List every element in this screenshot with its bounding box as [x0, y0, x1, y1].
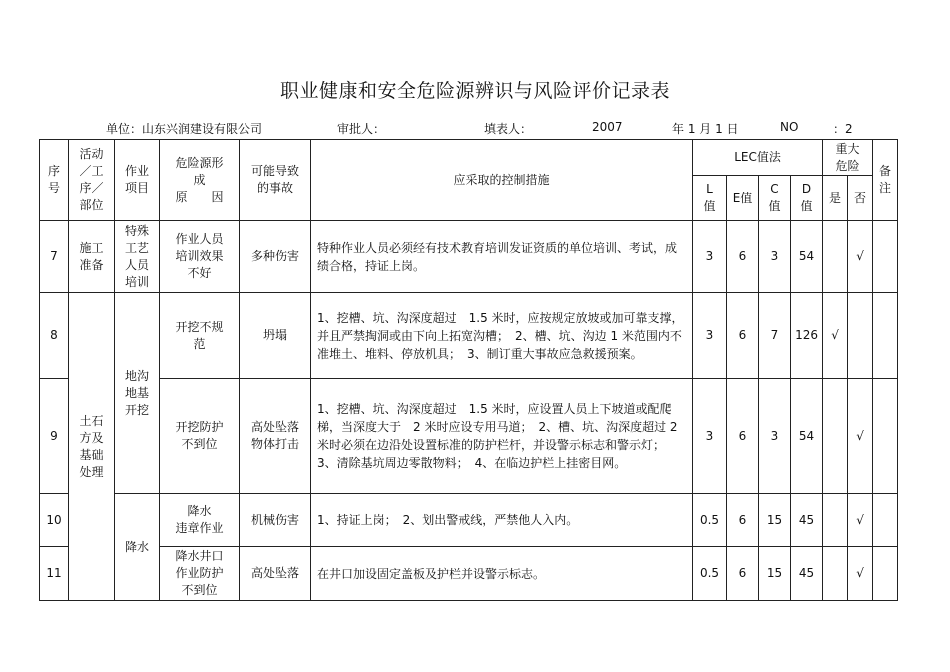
header-yes-text: 是	[829, 190, 842, 205]
header-lec	[693, 140, 823, 176]
cell-c: 7	[759, 293, 791, 379]
header-d-text: D 值	[800, 182, 813, 213]
no-label: NO	[780, 120, 799, 134]
cell-accident	[240, 547, 311, 601]
cell-l: 3	[693, 379, 727, 494]
header-hazard	[160, 140, 240, 221]
year-value: 2007	[592, 120, 623, 134]
cell-hazard-text: 作业人员 培训效果 不好	[175, 232, 224, 280]
cell-accident	[240, 221, 311, 293]
cell-hazard	[160, 379, 240, 494]
cell-e: 6	[727, 494, 759, 547]
cell-e: 6	[727, 221, 759, 293]
cell-hazard-text: 降水井口 作业防护 不到位	[175, 549, 224, 597]
cell-measures: 特种作业人员必须经有技术教育培训发证资质的单位培训、考试，成绩合格，持证上岗。	[311, 221, 693, 293]
cell-accident	[240, 293, 311, 379]
table-row	[40, 221, 898, 293]
header-remark-text: 备 注	[879, 164, 892, 195]
table-row	[40, 379, 898, 494]
risk-assessment-table	[39, 139, 898, 601]
cell-hazard	[160, 547, 240, 601]
cell-item	[115, 494, 160, 601]
cell-major-yes	[823, 494, 848, 547]
cell-major-no: √	[848, 221, 873, 293]
cell-item-text: 特殊 工艺 人员 培训	[124, 223, 149, 289]
header-e	[727, 176, 759, 221]
header-measures-text: 应采取的控制措施	[453, 172, 550, 187]
cell-hazard-text: 降水 违章作业	[175, 504, 224, 535]
header-measures	[311, 140, 693, 221]
cell-major-yes	[823, 221, 848, 293]
cell-major-yes	[823, 547, 848, 601]
header-remark	[873, 140, 898, 221]
cell-remark	[873, 221, 898, 293]
cell-hazard	[160, 494, 240, 547]
header-lec-text: LEC值法	[734, 150, 781, 164]
cell-item	[115, 221, 160, 293]
cell-seq: 10	[40, 494, 69, 547]
cell-d: 54	[791, 221, 823, 293]
cell-hazard-text: 开挖防护 不到位	[175, 420, 224, 451]
cell-remark	[873, 379, 898, 494]
cell-remark	[873, 494, 898, 547]
cell-seq: 8	[40, 293, 69, 379]
cell-accident-text: 多种伤害	[250, 249, 299, 263]
header-accident-text: 可能导致 的事故	[250, 164, 299, 195]
filler-label: 填表人：	[484, 122, 533, 136]
cell-d: 45	[791, 547, 823, 601]
header-major-text: 重大 危险	[835, 141, 860, 173]
header-yes	[823, 176, 848, 221]
cell-major-yes: √	[823, 293, 848, 379]
cell-l: 0.5	[693, 547, 727, 601]
header-l	[693, 176, 727, 221]
header-no-text: 否	[854, 190, 867, 205]
cell-c: 15	[759, 547, 791, 601]
header-item-text: 作业 项目	[124, 164, 149, 195]
cell-seq: 7	[40, 221, 69, 293]
header-l-text: L 值	[703, 182, 716, 213]
header-no	[848, 176, 873, 221]
cell-c: 3	[759, 379, 791, 494]
cell-major-no	[848, 293, 873, 379]
header-major	[823, 140, 873, 176]
table-row	[40, 494, 898, 547]
cell-activity	[69, 293, 115, 601]
cell-remark	[873, 293, 898, 379]
cell-d: 45	[791, 494, 823, 547]
header-c	[759, 176, 791, 221]
cell-seq: 11	[40, 547, 69, 601]
cell-item	[115, 293, 160, 494]
cell-item-text: 地沟 地基 开挖	[124, 368, 149, 417]
cell-hazard	[160, 221, 240, 293]
cell-e: 6	[727, 379, 759, 494]
page-title: 职业健康和安全危险源辨识与风险评价记录表	[279, 80, 670, 102]
cell-seq: 9	[40, 379, 69, 494]
header-seq	[40, 140, 69, 221]
cell-activity	[69, 221, 115, 293]
cell-item-text: 降水	[124, 539, 149, 554]
cell-l: 3	[693, 221, 727, 293]
cell-e: 6	[727, 293, 759, 379]
cell-major-no: √	[848, 494, 873, 547]
no-value: ：2	[833, 122, 853, 136]
cell-measures: 1、挖槽、坑、沟深度超过 1.5 米时，应设置人员上下坡道或配爬梯，当深度大于 2 米时应设专用马道； 2、槽、坑、沟深度超过 2 米时必须在边沿处设置标准的防护栏杆，并设警示标志和警示灯； 3、清除基坑周边零散物料； 4、在临边护栏上挂密目网。	[311, 379, 693, 494]
header-row	[40, 140, 898, 176]
cell-e: 6	[727, 547, 759, 601]
cell-measures: 1、挖槽、坑、沟深度超过 1.5 米时，应按规定放坡或加可靠支撑，并且严禁掏洞或由下向上拓宽沟槽； 2、槽、坑、沟边 1 米范围内不准堆土、堆料、停放机具； 3、制订重大事故应急救援预案。	[311, 293, 693, 379]
header-e-text: E值	[732, 190, 753, 205]
table-row	[40, 293, 898, 379]
date-value: 年 1 月 1 日	[672, 122, 739, 136]
table-row	[40, 547, 898, 601]
cell-c: 3	[759, 221, 791, 293]
cell-accident-text: 机械伤害	[250, 512, 299, 527]
cell-accident	[240, 494, 311, 547]
cell-hazard-text: 开挖不规 范	[175, 319, 224, 351]
cell-accident-text: 高处坠落 物体打击	[250, 420, 299, 451]
cell-l: 0.5	[693, 494, 727, 547]
cell-major-no: √	[848, 379, 873, 494]
cell-accident-text: 坍塌	[262, 328, 287, 342]
cell-measures: 在井口加设固定盖板及护栏并设警示标志。	[311, 547, 693, 601]
cell-major-yes	[823, 379, 848, 494]
cell-hazard	[160, 293, 240, 379]
header-seq-text: 序 号	[47, 164, 60, 195]
header-accident	[240, 140, 311, 221]
header-item	[115, 140, 160, 221]
cell-activity-text: 施工 准备	[79, 240, 104, 272]
header-hazard-text: 危险源形 成 原 因	[175, 155, 224, 204]
approver-label: 审批人：	[337, 122, 386, 136]
header-activity-text: 活动 ／工 序／ 部位	[79, 147, 104, 212]
unit-label: 单位：山东兴润建设有限公司	[106, 122, 263, 136]
cell-accident	[240, 379, 311, 494]
cell-d: 126	[791, 293, 823, 379]
cell-d: 54	[791, 379, 823, 494]
cell-measures: 1、持证上岗； 2、划出警戒线，严禁他人入内。	[311, 494, 693, 547]
header-d	[791, 176, 823, 221]
cell-remark	[873, 547, 898, 601]
cell-c: 15	[759, 494, 791, 547]
header-c-text: C 值	[768, 182, 781, 213]
cell-activity-text: 土石 方及 基础 处理	[79, 413, 104, 479]
cell-major-no: √	[848, 547, 873, 601]
cell-l: 3	[693, 293, 727, 379]
header-activity	[69, 140, 115, 221]
cell-accident-text: 高处坠落	[250, 566, 299, 580]
